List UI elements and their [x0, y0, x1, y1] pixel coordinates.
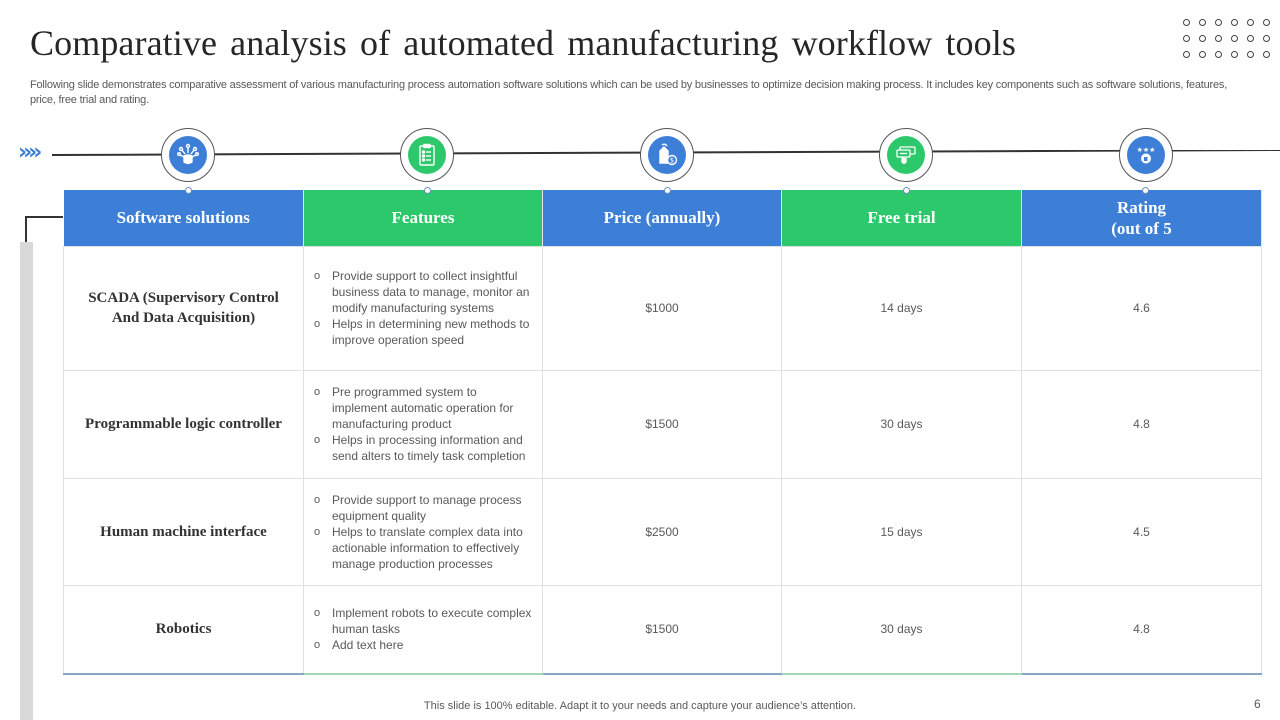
header-software-solutions: Software solutions — [64, 190, 304, 246]
dot-icon — [1263, 35, 1270, 42]
footer-note — [0, 700, 1280, 712]
header-free-trial: Free trial — [782, 190, 1022, 246]
table-row — [64, 370, 1262, 478]
dot-icon — [1199, 19, 1206, 26]
rating-cell: 4.8 — [1022, 585, 1262, 674]
price-cell: $2500 — [543, 478, 782, 585]
dot-icon — [1263, 19, 1270, 26]
dot-icon — [1231, 51, 1238, 58]
software-name: Programmable logic controller — [64, 370, 304, 478]
header-features: Features — [304, 190, 543, 246]
slide-subtitle: Following slide demonstrates comparative assessment of various manufacturing process automation software solutions which can be used by businesses to optimize decision making process. It includes key components such as software solutions, features, price, free trial and rating. — [30, 79, 1228, 106]
feature-item: o Provide support to collect insightful business data to manage, monitor an modify manufacturing systems — [314, 268, 534, 316]
dot-icon — [1199, 35, 1206, 42]
slide-title: Comparative analysis of automated manufacturing workflow tools — [30, 23, 1016, 63]
comparison-table — [63, 190, 1262, 675]
network-hand-icon — [169, 136, 207, 174]
timeline-node-software — [161, 128, 215, 182]
free-trial-cell: 30 days — [782, 370, 1022, 478]
features-cell — [304, 585, 543, 674]
free-trial-cell: 15 days — [782, 478, 1022, 585]
features-list — [314, 605, 534, 653]
decorative-side-bar — [20, 242, 33, 720]
table-row — [64, 478, 1262, 585]
dot-icon — [1263, 51, 1270, 58]
feature-item: o Helps to translate complex data into actionable information to effectively manage production processes — [314, 524, 534, 572]
dot-icon — [1215, 51, 1222, 58]
free-trial-cell: 14 days — [782, 246, 1022, 370]
dot-icon — [1215, 19, 1222, 26]
timeline-pin — [903, 187, 910, 194]
price-cell: $1000 — [543, 246, 782, 370]
checklist-clipboard-icon — [408, 136, 446, 174]
feature-item: o Helps in processing information and send alters to timely task completion — [314, 432, 534, 464]
software-name: SCADA (Supervisory Control And Data Acquisition) — [64, 246, 304, 370]
dot-icon — [1247, 35, 1254, 42]
table-header-row — [64, 190, 1262, 246]
footer-note-text: This slide is 100% editable. Adapt it to your needs and capture your audience’s attention. — [423, 700, 857, 712]
timeline-pin — [664, 187, 671, 194]
decorative-dot-grid — [1183, 19, 1275, 65]
timeline-pin — [185, 187, 192, 194]
rating-cell: 4.6 — [1022, 246, 1262, 370]
rating-cell: 4.8 — [1022, 370, 1262, 478]
svg-text:$: $ — [669, 156, 675, 165]
features-cell — [304, 370, 543, 478]
dot-icon — [1199, 51, 1206, 58]
dot-icon — [1183, 51, 1190, 58]
price-tag-dollar-icon — [648, 136, 686, 174]
timeline-pin — [1142, 187, 1149, 194]
page-number: 6 — [1254, 697, 1261, 711]
dot-icon — [1183, 19, 1190, 26]
rating-cell: 4.5 — [1022, 478, 1262, 585]
timeline-node-rating — [1119, 128, 1173, 182]
table-row — [64, 246, 1262, 370]
software-name: Robotics — [64, 585, 304, 674]
features-list — [314, 384, 534, 464]
timeline-pin — [424, 187, 431, 194]
free-ticket-icon — [887, 136, 925, 174]
chevrons-right-icon: ›››› — [18, 140, 39, 165]
feature-item: o Implement robots to execute complex human tasks — [314, 605, 534, 637]
features-list — [314, 268, 534, 348]
dot-icon — [1247, 51, 1254, 58]
header-rating-line2: (out of 5 — [1111, 218, 1172, 238]
timeline-node-price — [640, 128, 694, 182]
dot-icon — [1231, 19, 1238, 26]
timeline-node-features — [400, 128, 454, 182]
features-cell — [304, 478, 543, 585]
features-list — [314, 492, 534, 572]
header-rating-line1: Rating — [1116, 197, 1167, 217]
dot-icon — [1247, 19, 1254, 26]
price-cell: $1500 — [543, 370, 782, 478]
price-cell: $1500 — [543, 585, 782, 674]
table-row — [64, 585, 1262, 674]
star-rating-thumb-icon — [1127, 136, 1165, 174]
header-rating — [1022, 190, 1262, 246]
features-cell — [304, 246, 543, 370]
dot-icon — [1231, 35, 1238, 42]
free-trial-cell: 30 days — [782, 585, 1022, 674]
feature-item: o Add text here — [314, 637, 534, 653]
feature-item: o Helps in determining new methods to improve operation speed — [314, 316, 534, 348]
software-name: Human machine interface — [64, 478, 304, 585]
dot-icon — [1215, 35, 1222, 42]
dot-icon — [1183, 35, 1190, 42]
timeline-node-free-trial — [879, 128, 933, 182]
feature-item: o Pre programmed system to implement automatic operation for manufacturing product — [314, 384, 534, 432]
feature-item: o Provide support to manage process equipment quality — [314, 492, 534, 524]
svg-text:★★★: ★★★ — [1136, 146, 1156, 154]
header-price: Price (annually) — [543, 190, 782, 246]
decorative-bracket — [25, 216, 63, 242]
